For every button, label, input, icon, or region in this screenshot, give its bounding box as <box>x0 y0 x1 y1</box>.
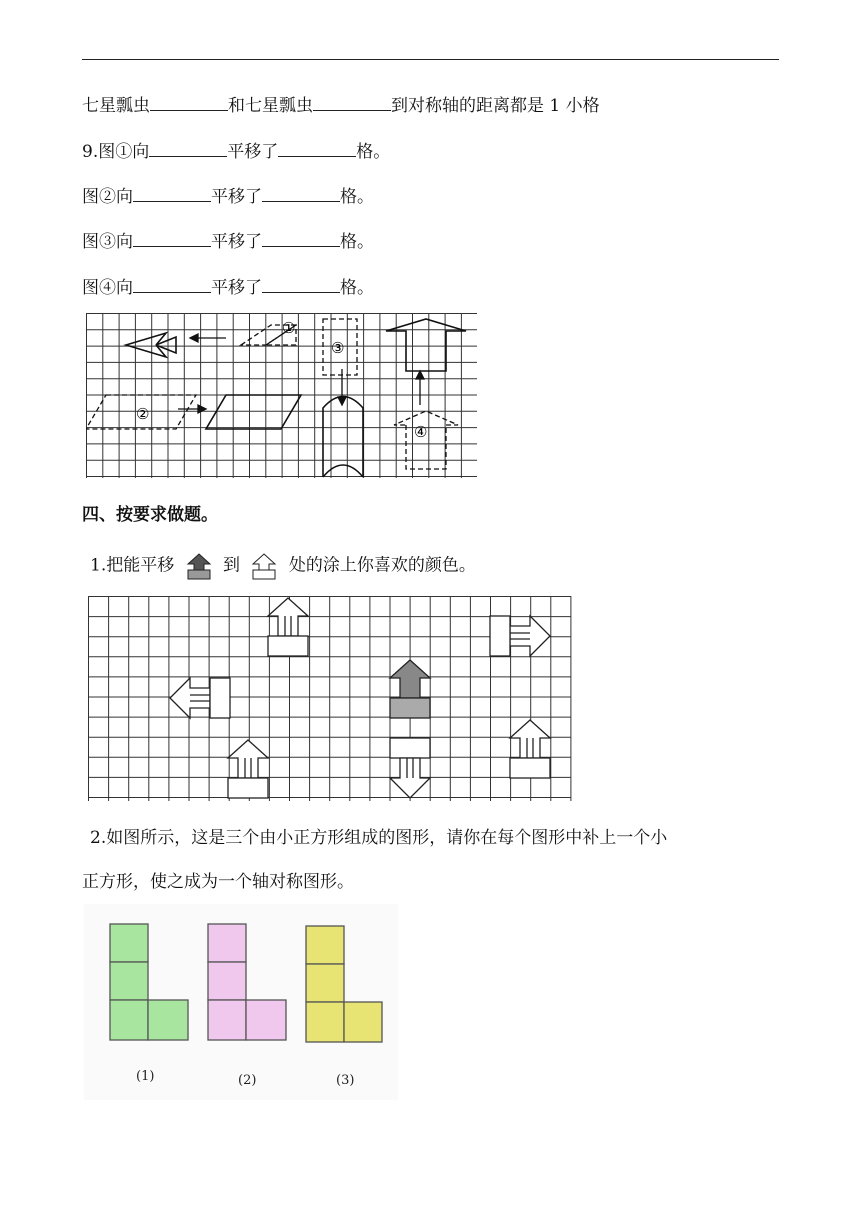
text: 平移了 <box>211 232 262 252</box>
house-up-1[interactable] <box>268 598 308 656</box>
l-shapes-figure <box>84 904 398 1100</box>
house-down[interactable] <box>390 738 430 798</box>
text: 1.把能平移 <box>90 555 175 576</box>
house-right[interactable] <box>490 616 550 656</box>
house-grid-figure <box>88 596 572 802</box>
section-heading: 四、按要求做题。 <box>82 505 218 525</box>
house-up-3[interactable] <box>510 720 550 778</box>
house-up-2[interactable] <box>228 740 268 798</box>
text: 平移了 <box>211 187 262 207</box>
fig4-label: ④ <box>414 423 428 441</box>
fig2-label: ② <box>136 405 150 423</box>
text: 9.图①向 <box>82 142 150 162</box>
header-rule <box>82 59 779 60</box>
question-2-line2: 正方形，使之成为一个轴对称图形。 <box>82 872 354 892</box>
fig1-label: ① <box>282 319 296 337</box>
question-1 <box>90 552 476 580</box>
arch-base <box>323 465 363 477</box>
fig3-label: ③ <box>331 339 345 357</box>
caption-3: (3) <box>336 1073 355 1088</box>
house-grey <box>390 660 430 718</box>
text: 格。 <box>340 187 374 207</box>
text: 处的涂上你喜欢的颜色。 <box>288 555 476 576</box>
parallelogram-solid <box>206 395 301 429</box>
text: 到对称轴的距离都是 1 小格 <box>391 96 600 116</box>
question-2-line1: 2.如图所示，这是三个由小正方形组成的图形，请你在每个图形中补上一个小 <box>90 828 668 848</box>
question-9-fig1 <box>82 139 390 164</box>
text: 平移了 <box>227 142 279 162</box>
answer-blank[interactable] <box>262 275 340 293</box>
text: 图④向 <box>82 278 133 298</box>
answer-blank[interactable] <box>313 93 391 111</box>
answer-blank[interactable] <box>133 275 211 293</box>
answer-blank[interactable] <box>262 184 340 202</box>
text: 图③向 <box>82 232 133 252</box>
caption-1: (1) <box>136 1069 155 1084</box>
translation-grid-figure <box>86 313 478 479</box>
question-9-fig3 <box>82 229 374 254</box>
question-9-fig4 <box>82 275 374 300</box>
arrow-up-head <box>416 371 424 379</box>
text: 图②向 <box>82 187 133 207</box>
text: 格。 <box>340 278 374 298</box>
line-ladybug <box>82 93 600 118</box>
text: 格。 <box>340 232 374 252</box>
arrow-left-head <box>190 334 198 342</box>
question-9-fig2 <box>82 184 374 209</box>
text: 格。 <box>356 142 391 162</box>
answer-blank[interactable] <box>262 229 340 247</box>
text: 到 <box>223 555 241 576</box>
text: 和七星瓢虫 <box>228 96 313 116</box>
answer-blank[interactable] <box>133 229 211 247</box>
up-arrow-shape <box>386 319 466 371</box>
answer-blank[interactable] <box>150 93 228 111</box>
answer-blank[interactable] <box>278 139 356 157</box>
text: 七星瓢虫 <box>82 96 150 116</box>
house-left[interactable] <box>170 678 230 718</box>
answer-blank[interactable] <box>149 139 227 157</box>
outline-house-icon <box>249 552 279 580</box>
caption-2: (2) <box>238 1073 257 1088</box>
answer-blank[interactable] <box>133 184 211 202</box>
text: 平移了 <box>211 278 262 298</box>
arrow-down-head <box>338 397 346 405</box>
grey-house-icon <box>184 552 214 580</box>
